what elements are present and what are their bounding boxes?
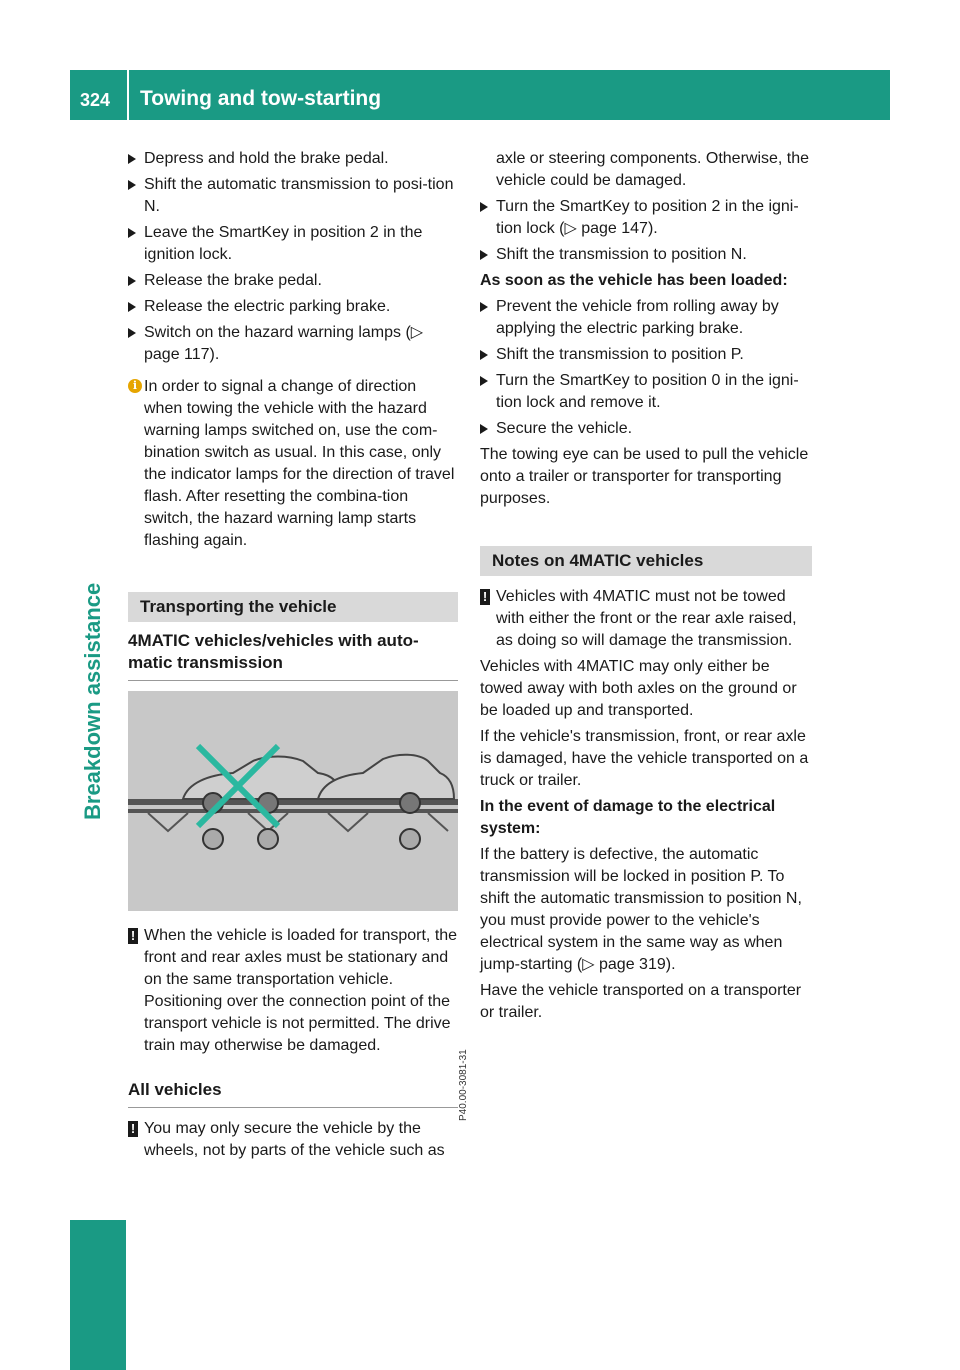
warning-icon: ! — [128, 1121, 138, 1137]
arrow-icon — [480, 302, 488, 312]
step-item — [128, 174, 458, 218]
info-icon: i — [128, 379, 142, 393]
side-tab — [70, 120, 126, 1250]
warning-note — [480, 586, 812, 652]
section-title-4matic: Notes on 4MATIC vehicles — [480, 546, 812, 576]
arrow-icon — [480, 376, 488, 386]
info-note-text: In order to signal a change of direction when towing the vehicle with the hazard warning lamps switched on, use the com-bination switch as usual. In this case, only the indicator lamps for the direction of travel flash. After resetting the combina-tion switch, the hazard warning lamp starts flashing again. — [144, 378, 455, 549]
continuation-text: axle or steering components. Otherwise, the vehicle could be damaged. — [496, 150, 810, 189]
step-text: Turn the SmartKey to position 0 in the igni-tion lock and remove it. — [496, 372, 799, 411]
header-divider — [127, 70, 129, 120]
paragraph: If the vehicle's transmission, front, or rear axle is damaged, have the vehicle transported on a truck or trailer. — [480, 728, 809, 789]
step-text: Secure the vehicle. — [496, 420, 633, 437]
step-text: Prevent the vehicle from rolling away by applying the electric parking brake. — [496, 298, 779, 337]
step-item — [480, 344, 812, 366]
step-item — [128, 270, 458, 292]
step-item — [128, 296, 458, 318]
warning-note — [128, 925, 458, 1057]
step-item — [480, 196, 812, 240]
side-tab-label: Breakdown assistance — [80, 582, 105, 820]
info-note — [128, 376, 458, 552]
step-item — [480, 244, 812, 266]
step-text: Shift the transmission to position P. — [496, 346, 744, 363]
arrow-icon — [480, 250, 488, 260]
subheading-all-vehicles: All vehicles — [128, 1079, 458, 1108]
arrow-icon — [128, 328, 136, 338]
arrow-icon — [480, 424, 488, 434]
arrow-icon — [480, 202, 488, 212]
arrow-icon — [128, 228, 136, 238]
warning-icon: ! — [480, 589, 490, 605]
figure-code: P40.00-3081-31 — [458, 1049, 469, 1121]
step-text: Shift the transmission to position N. — [496, 246, 747, 263]
electrical-heading: In the event of damage to the electrical system: — [480, 798, 776, 837]
left-column — [128, 148, 469, 1166]
step-text: Shift the automatic transmission to posi-tion N. — [144, 176, 454, 215]
step-item — [128, 322, 458, 366]
step-text: Depress and hold the brake pedal. — [144, 150, 389, 167]
warning-icon: ! — [128, 928, 138, 944]
arrow-icon — [128, 302, 136, 312]
step-text: Release the brake pedal. — [144, 272, 322, 289]
step-text: Switch on the hazard warning lamps (▷ page 117). — [144, 324, 424, 363]
paragraph: Vehicles with 4MATIC may only either be towed away with both axles on the ground or be loaded up and transported. — [480, 658, 797, 719]
step-text: Release the electric parking brake. — [144, 298, 391, 315]
towing-eye-text: The towing eye can be used to pull the vehicle onto a trailer or transporter for transporting purposes. — [480, 446, 809, 507]
warning-text: When the vehicle is loaded for transport, the front and rear axles must be stationary and on the same transportation vehicle. Positioning over the connection point of the transport vehicle is not permitted. The drive train may otherwise be damaged. — [144, 927, 458, 1054]
arrow-icon — [128, 154, 136, 164]
step-item — [480, 370, 812, 414]
step-item — [128, 222, 458, 266]
paragraph: If the battery is defective, the automatic transmission will be locked in position P. To shift the automatic transmission to position N, you must provide power to the vehicle's electrical system in the same way as when jump-starting (▷ page 319). — [480, 846, 802, 973]
warning-text: You may only secure the vehicle by the wheels, not by parts of the vehicle such as — [144, 1120, 445, 1159]
warning-note — [128, 1118, 458, 1162]
chapter-title: Towing and tow-starting — [140, 87, 382, 110]
paragraph: Have the vehicle transported on a transporter or trailer. — [480, 982, 802, 1021]
loaded-heading: As soon as the vehicle has been loaded: — [480, 272, 788, 289]
subheading-4matic: 4MATIC vehicles/vehicles with auto-matic transmission — [128, 630, 458, 681]
step-text: Leave the SmartKey in position 2 in the ignition lock. — [144, 224, 423, 263]
step-item — [480, 296, 812, 340]
step-item — [128, 148, 458, 170]
arrow-icon — [128, 276, 136, 286]
right-column — [480, 148, 812, 1028]
arrow-icon — [480, 350, 488, 360]
step-text: Turn the SmartKey to position 2 in the igni-tion lock (▷ page 147). — [496, 198, 799, 237]
page-header — [70, 70, 890, 120]
arrow-icon — [128, 180, 136, 190]
transport-diagram — [128, 691, 458, 911]
page-number: 324 — [80, 90, 111, 110]
side-tab-block — [70, 1220, 126, 1370]
step-item — [480, 418, 812, 440]
section-title-transporting: Transporting the vehicle — [128, 592, 458, 622]
warning-text: Vehicles with 4MATIC must not be towed with either the front or the rear axle raised, as doing so will damage the transmission. — [496, 588, 797, 649]
